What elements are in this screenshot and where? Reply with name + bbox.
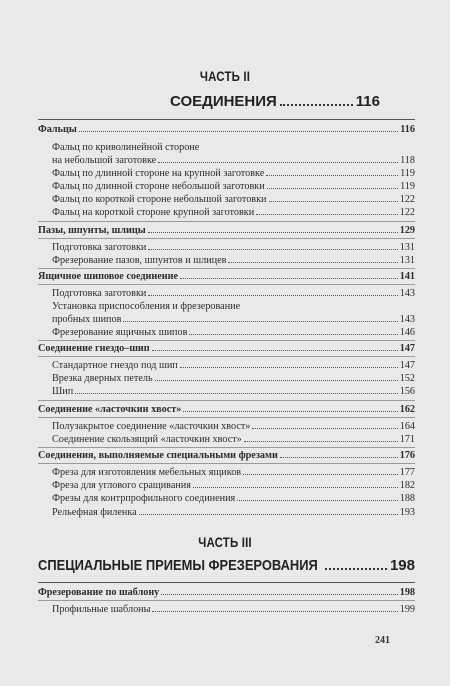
toc-section: Ящичное шиповое соединение 141: [38, 271, 415, 282]
part2-title: СОЕДИНЕНИЯ: [170, 93, 277, 110]
toc-item: Фреза для углового сращивания 182: [52, 480, 415, 491]
part3-title-row: [38, 557, 415, 574]
toc-item: Фрезерование пазов, шпунтов и шлицев 131: [52, 255, 415, 266]
toc-item: Фальц по короткой стороне небольшой заготовки 122: [52, 194, 415, 205]
section-separator: [38, 417, 415, 418]
toc-item: Профильные шаблоны 199: [52, 604, 415, 615]
section-separator: [38, 238, 415, 239]
toc-section: Фрезерование по шаблону 198: [38, 587, 415, 598]
toc-item: Шип 156: [52, 386, 415, 397]
toc-item: Фрезерование ящичных шипов 146: [52, 327, 415, 338]
part2-label: ЧАСТЬ II: [199, 68, 251, 84]
section-separator: [38, 600, 415, 601]
section-separator: [38, 447, 415, 448]
toc-item: Фальц по длинной стороне небольшой заготовки 119: [52, 181, 415, 192]
toc-item: Фальц по криволинейной стороне: [52, 142, 200, 153]
toc-item: Полузакрытое соединение «ласточкин хвост» 164: [52, 421, 415, 432]
toc-item: Фрезы для контрпрофильного соединения 188: [52, 493, 415, 504]
section-separator: [38, 221, 415, 222]
section-separator: [38, 284, 415, 285]
toc-section: Соединения, выполняемые специальными фрезами 176: [38, 450, 415, 461]
toc-section: Соединение «ласточкин хвост» 162: [38, 404, 415, 415]
leader-dots: [280, 104, 353, 106]
page-number: 241: [375, 635, 390, 646]
section-separator: [38, 463, 415, 464]
toc-item: Соединение скользящий «ласточкин хвост» 171: [52, 434, 415, 445]
section-separator: [38, 400, 415, 401]
toc-item: Врезка дверных петель 152: [52, 373, 415, 384]
toc-item: пробных шипов 143: [52, 314, 415, 325]
part3-label: ЧАСТЬ III: [198, 534, 252, 550]
part3-title: СПЕЦИАЛЬНЫЕ ПРИЕМЫ ФРЕЗЕРОВАНИЯ: [38, 557, 318, 574]
toc-item: Установка приспособления и фрезерование: [52, 301, 241, 312]
part3-page: 198: [389, 557, 415, 574]
toc-item: Фреза для изготовления мебельных ящиков 177: [52, 467, 415, 478]
toc-item: Подготовка заготовки 143: [52, 288, 415, 299]
part3-rule: [38, 582, 415, 583]
toc-section: Пазы, шпунты, шлицы 129: [38, 225, 415, 236]
toc-section: Соединение гнездо–шип 147: [38, 343, 415, 354]
toc-item: Стандартное гнездо под шип 147: [52, 360, 415, 371]
section-separator: [38, 356, 415, 357]
toc-item: Фальц по длинной стороне на крупной заготовке 119: [52, 168, 415, 179]
section-separator: [38, 268, 415, 269]
toc-item: на небольшой заготовке 118: [52, 155, 415, 166]
part2-title-row: [170, 93, 380, 110]
toc-item: Фальц на короткой стороне крупной заготовки 122: [52, 207, 415, 218]
leader-dots: [325, 568, 387, 570]
toc-section: Фальцы 116: [38, 124, 415, 135]
section-separator: [38, 340, 415, 341]
toc-item: Рельефная филенка 193: [52, 507, 415, 518]
part2-page: 116: [355, 93, 380, 110]
toc-item: Подготовка заготовки 131: [52, 242, 415, 253]
part2-rule: [38, 119, 415, 120]
